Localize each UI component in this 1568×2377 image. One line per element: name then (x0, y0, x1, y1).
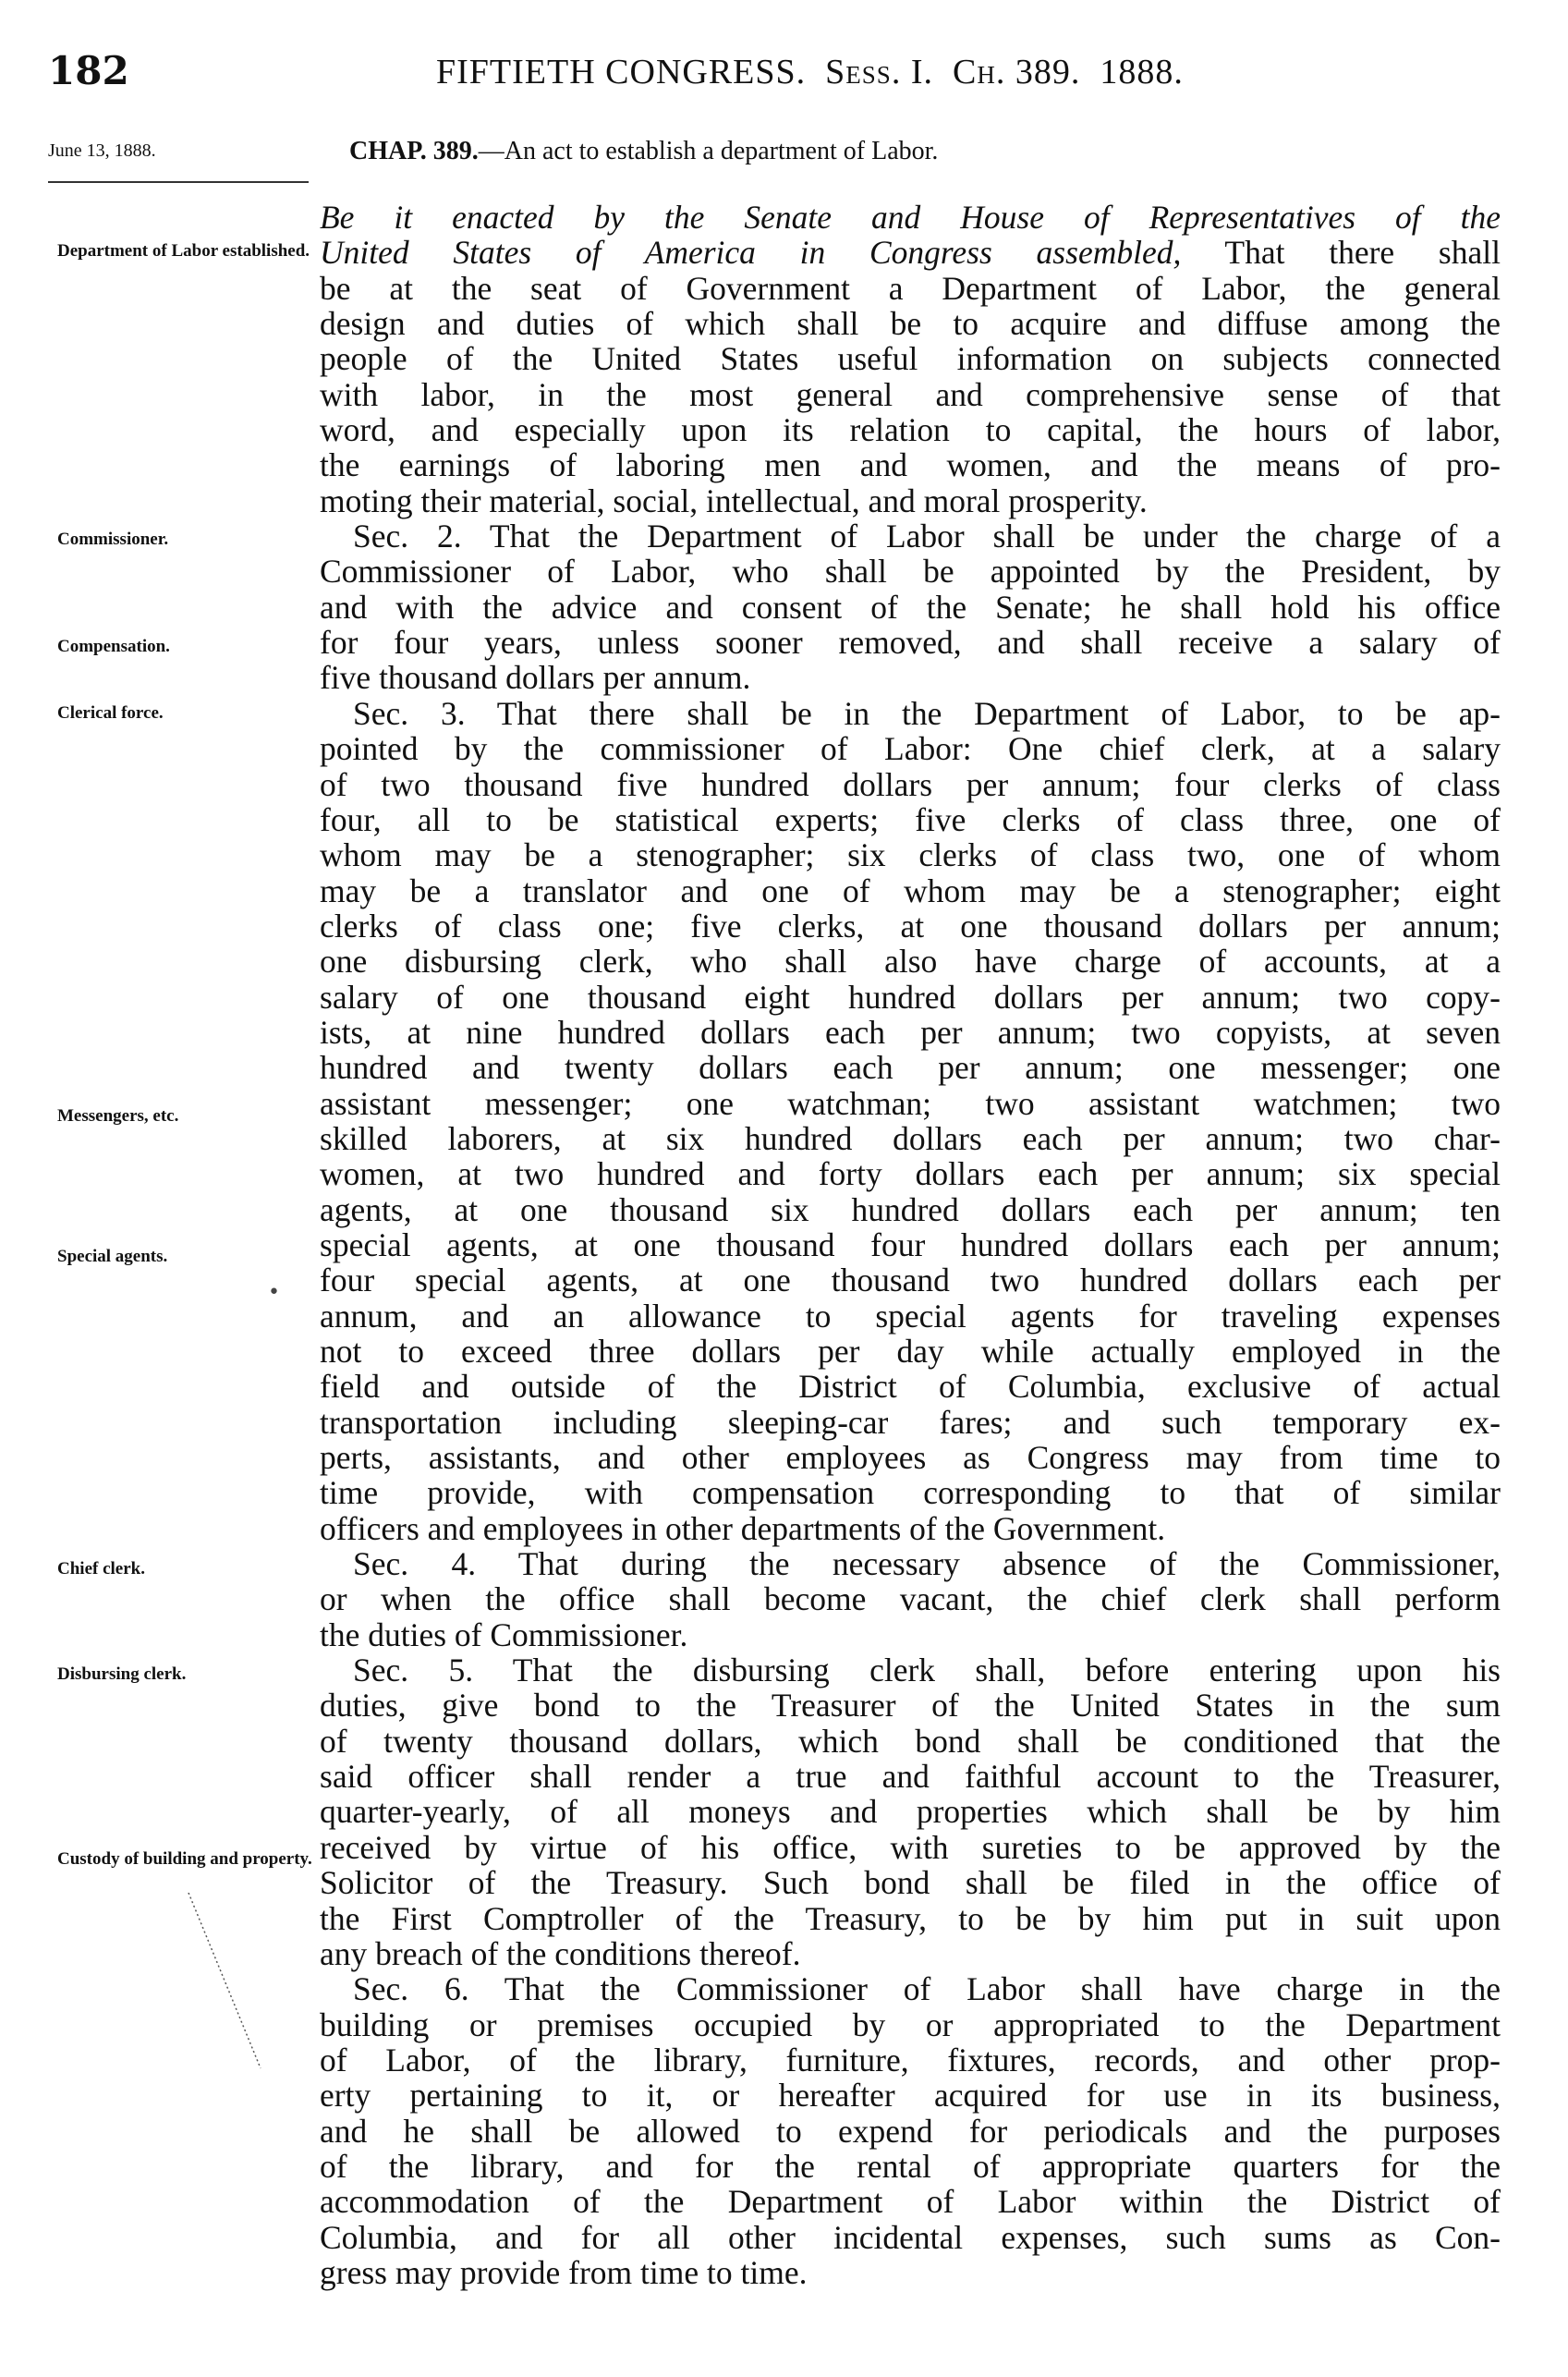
body-line: word, and especially upon its relation to capital, the hours of labor, (320, 411, 1501, 449)
body-text (320, 200, 1501, 2290)
stray-pen-mark (185, 1893, 296, 2078)
body-line: perts, assistants, and other employees as Congress may from time to (320, 1439, 1501, 1477)
body-line: Commissioner of Labor, who shall be appointed by the President, by (320, 553, 1501, 591)
body-line: and he shall be allowed to expend for periodicals and the purposes (320, 2112, 1501, 2150)
body-line: assistant messenger; one watchman; two assistant watchmen; two (320, 1084, 1501, 1122)
body-line: pointed by the commissioner of Labor: One chief clerk, at a salary (320, 730, 1501, 768)
body-line: Sec. 5. That the disbursing clerk shall, before entering upon his (353, 1652, 1501, 1689)
body-line: accommodation of the Department of Labor within the District of (320, 2183, 1501, 2221)
body-line: ists, at nine hundred dollars each per annum; two copyists, at seven (320, 1013, 1501, 1051)
body-line: Sec. 4. That during the necessary absence of the Commissioner, (353, 1545, 1501, 1583)
marginal-note-commissioner: Commissioner. (57, 530, 169, 549)
page-number: 182 (48, 48, 129, 93)
body-line: Be it enacted by the Senate and House of Representatives of the (320, 199, 1501, 236)
body-line: Sec. 6. That the Commissioner of Labor shall have charge in the (353, 1970, 1501, 2008)
body-line: any breach of the conditions thereof. (320, 1934, 801, 1972)
page-header (48, 48, 1508, 104)
body-line: people of the United States useful information on subjects connected (320, 340, 1501, 378)
marginal-note-custody: Custody of building and property. (57, 1849, 312, 1869)
body-line: not to exceed three dollars per day while actually employed in the (320, 1333, 1501, 1370)
marginal-note-messengers: Messengers, etc. (57, 1106, 179, 1126)
body-line: the earnings of laboring men and women, and the means of pro- (320, 446, 1501, 484)
marginal-note-compensation: Compensation. (57, 637, 170, 656)
body-line: time provide, with compensation corresponding to that of similar (320, 1474, 1501, 1512)
body-line: four special agents, at one thousand two hundred dollars each per (320, 1262, 1501, 1299)
body-line: the duties of Commissioner. (320, 1615, 688, 1653)
body-line: four, all to be statistical experts; five clerks of class three, one of (320, 800, 1501, 838)
body-line: be at the seat of Government a Department of Labor, the general (320, 269, 1501, 307)
body-line: design and duties of which shall be to acquire and diffuse among the (320, 305, 1501, 343)
body-line: duties, give bond to the Treasurer of the United States in the sum (320, 1687, 1501, 1725)
body-line: clerks of class one; five clerks, at one thousand dollars per annum; (320, 907, 1501, 945)
body-line: salary of one thousand eight hundred dollars per annum; two copy- (320, 978, 1501, 1016)
body-line: gress may provide from time to time. (320, 2253, 808, 2291)
body-line: received by virtue of his office, with sureties to be approved by the (320, 1828, 1501, 1866)
marginal-note-disbursing-clerk: Disbursing clerk. (57, 1664, 187, 1684)
body-line: Solicitor of the Treasury. Such bond shall be filed in the office of (320, 1864, 1501, 1902)
date-note: June 13, 1888. (48, 140, 156, 161)
body-line: moting their material, social, intellectual, and moral prosperity. (320, 481, 1148, 519)
marginal-note-chief-clerk: Chief clerk. (57, 1559, 145, 1579)
body-line: of two thousand five hundred dollars per annum; four clerks of class (320, 765, 1501, 803)
body-line: whom may be a stenographer; six clerks of class two, one of whom (320, 836, 1501, 874)
body-line: and with the advice and consent of the Senate; he shall hold his office (320, 588, 1501, 626)
body-line: skilled laborers, at six hundred dollars each per annum; two char- (320, 1119, 1501, 1157)
date-rule (48, 181, 309, 183)
body-line: one disbursing clerk, who shall also have charge of accounts, at a (320, 943, 1501, 981)
body-line: annum, and an allowance to special agents for traveling expenses (320, 1297, 1501, 1335)
body-line: may be a translator and one of whom may be a stenographer; eight (320, 872, 1501, 909)
body-line: women, at two hundred and forty dollars each per annum; six special (320, 1155, 1501, 1193)
body-line: United States of America in Congress assembled, That there shall (320, 234, 1501, 272)
chapter-heading: CHAP. 389.—An act to establish a department of Labor. (349, 137, 939, 165)
body-line: hundred and twenty dollars each per annum; one messenger; one (320, 1049, 1501, 1087)
body-line: building or premises occupied by or appropriated to the Department (320, 2005, 1501, 2043)
body-line: Sec. 2. That the Department of Labor shall be under the charge of a (353, 518, 1501, 555)
body-line: erty pertaining to it, or hereafter acquired for use in its business, (320, 2077, 1501, 2115)
body-line: for four years, unless sooner removed, and shall receive a salary of (320, 624, 1501, 662)
body-line: five thousand dollars per annum. (320, 659, 751, 697)
stray-dot: • (268, 1281, 280, 1304)
body-line: with labor, in the most general and comprehensive sense of that (320, 375, 1501, 413)
body-line: of the library, and for the rental of appropriate quarters for the (320, 2147, 1501, 2185)
body-line: or when the office shall become vacant, the chief clerk shall perform (320, 1580, 1501, 1618)
body-line: said officer shall render a true and faithful account to the Treasurer, (320, 1758, 1501, 1796)
body-line: officers and employees in other departments of the Government. (320, 1509, 1166, 1547)
body-line: Columbia, and for all other incidental expenses, such sums as Con- (320, 2218, 1501, 2256)
marginal-note-special-agents: Special agents. (57, 1247, 168, 1266)
marginal-note-clerical-force: Clerical force. (57, 703, 164, 723)
body-line: of Labor, of the library, furniture, fixtures, records, and other prop- (320, 2041, 1501, 2078)
body-line: Sec. 3. That there shall be in the Department of Labor, to be ap- (353, 694, 1501, 732)
body-line: of twenty thousand dollars, which bond shall be conditioned that the (320, 1722, 1501, 1760)
body-line: agents, at one thousand six hundred dollars each per annum; ten (320, 1190, 1501, 1228)
body-line: transportation including sleeping-car fares; and such temporary ex- (320, 1403, 1501, 1441)
body-line: quarter-yearly, of all moneys and properties which shall be by him (320, 1793, 1501, 1831)
body-line: the First Comptroller of the Treasury, to be by him put in suit upon (320, 1899, 1501, 1937)
running-head: FIFTIETH CONGRESS. Sess. I. Ch. 389. 1888. (436, 53, 1184, 91)
marginal-note-department: Department of Labor established. (57, 241, 310, 261)
body-line: special agents, at one thousand four hundred dollars each per annum; (320, 1225, 1501, 1263)
body-line: field and outside of the District of Columbia, exclusive of actual (320, 1368, 1501, 1406)
